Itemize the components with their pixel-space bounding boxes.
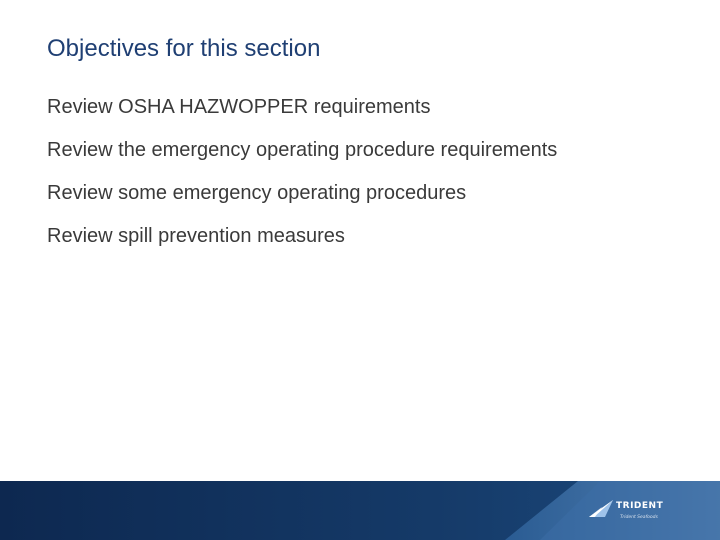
trident-triangle-icon bbox=[588, 498, 614, 518]
objective-item: Review spill prevention measures bbox=[47, 225, 345, 247]
slide-title: Objectives for this section bbox=[47, 35, 321, 62]
objectives-list bbox=[47, 93, 557, 265]
objective-item: Review OSHA HAZWOPPER requirements bbox=[47, 96, 431, 118]
objective-item: Review the emergency operating procedure requirements bbox=[47, 139, 558, 161]
logo-tagline: Trident Seafoods bbox=[620, 515, 658, 520]
objective-item: Review some emergency operating procedures bbox=[47, 182, 467, 204]
logo-text: TRIDENT bbox=[616, 501, 664, 511]
trident-logo bbox=[588, 496, 678, 526]
